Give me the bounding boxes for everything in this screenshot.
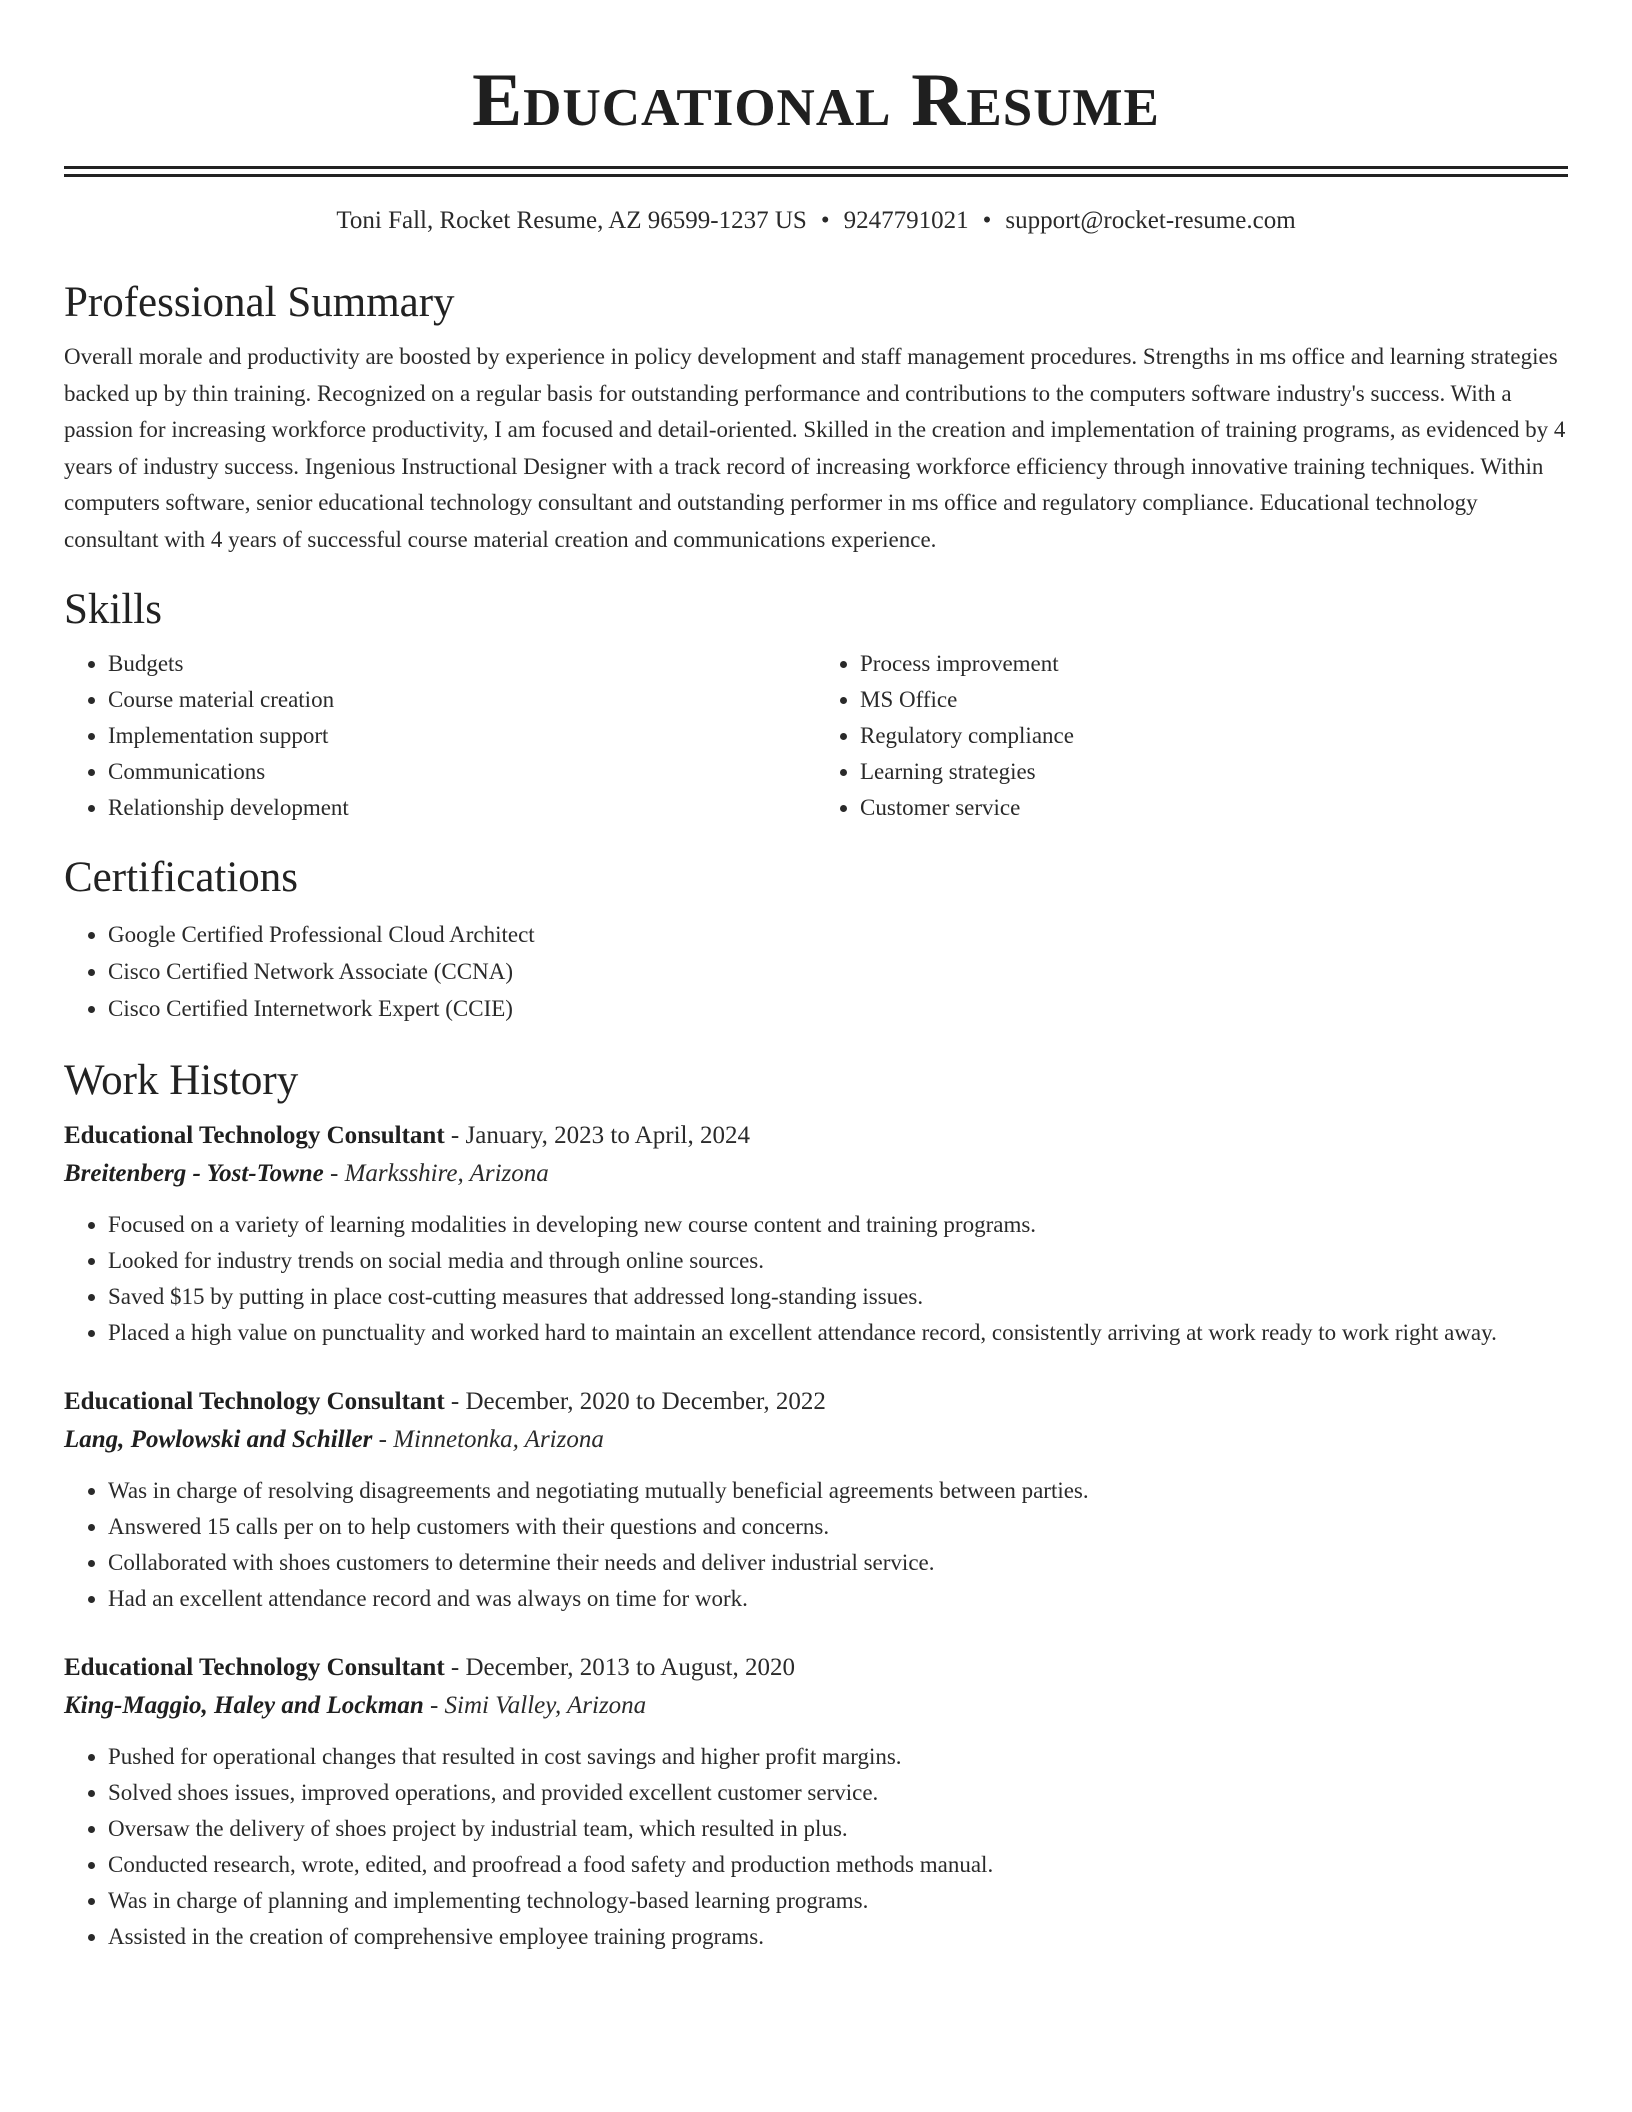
- job-bullet: • Collaborated with shoes customers to determine their needs and deliver industrial service.: [108, 1545, 1568, 1581]
- job-bullet: • Looked for industry trends on social media and through online sources.: [108, 1243, 1568, 1279]
- job-title-line: [64, 1649, 1568, 1687]
- skill-item: • Communications: [108, 754, 816, 790]
- job-bullet: • Conducted research, wrote, edited, and proofread a food safety and production methods manual.: [108, 1847, 1568, 1883]
- job-bullet: • Assisted in the creation of comprehensive employee training programs.: [108, 1919, 1568, 1955]
- contact-address: Toni Fall, Rocket Resume, AZ 96599-1237 US: [336, 207, 807, 234]
- contact-separator: •: [982, 207, 992, 234]
- job-bullet: • Oversaw the delivery of shoes project by industrial team, which resulted in plus.: [108, 1811, 1568, 1847]
- job-location: - Simi Valley, Arizona: [429, 1692, 647, 1719]
- certifications-heading: Certifications: [64, 854, 299, 901]
- job-bullets: [64, 1207, 1568, 1351]
- employer-line: [64, 1687, 1568, 1725]
- summary-text: Overall morale and productivity are boosted by experience in policy development and staff management procedures. Strengths in ms office and learning strategies backed up by thin training. Recognized on a regular basis for outstanding performance and contributions to the computers software industry's success. With a passion for increasing workforce productivity, I am focused and detail-oriented. Skilled in the creation and implementation of training programs, as evidenced by 4 years of industry success. Ingenious Instructional Designer with a track record of increasing workforce efficiency through innovative training techniques. Within computers software, senior educational technology consultant and outstanding performer in ms office and regulatory compliance. Educational technology consultant with 4 years of successful course material creation and communications experience.: [64, 344, 1566, 552]
- certification-item: • Cisco Certified Network Associate (CCNA): [108, 953, 1568, 990]
- resume-title: Educational Resume: [472, 59, 1160, 142]
- job-location: - Minnetonka, Arizona: [378, 1426, 604, 1453]
- work-history-heading: Work History: [64, 1057, 299, 1104]
- contact-separator: •: [820, 207, 830, 234]
- job-bullet: • Placed a high value on punctuality and worked hard to maintain an excellent attendance record, consistently arriving at work ready to work right away.: [108, 1315, 1568, 1351]
- job-bullet: • Pushed for operational changes that resulted in cost savings and higher profit margins.: [108, 1739, 1568, 1775]
- certifications-list: [64, 916, 1568, 1027]
- skill-item: • Learning strategies: [860, 754, 1568, 790]
- job-bullet: • Saved $15 by putting in place cost-cutting measures that addressed long-standing issues.: [108, 1279, 1568, 1315]
- skill-item: • Relationship development: [108, 790, 816, 826]
- title-divider: [64, 166, 1568, 177]
- skills-list-left: [64, 646, 816, 826]
- skill-item: • Regulatory compliance: [860, 718, 1568, 754]
- job-dates: - January, 2023 to April, 2024: [450, 1122, 750, 1149]
- job-entry: [64, 1383, 1568, 1617]
- skills-list-right: [816, 646, 1568, 826]
- skill-item: • MS Office: [860, 682, 1568, 718]
- job-role: Educational Technology Consultant: [64, 1388, 445, 1415]
- job-employer: Lang, Powlowski and Schiller: [64, 1426, 373, 1453]
- job-bullet: • Solved shoes issues, improved operations, and provided excellent customer service.: [108, 1775, 1568, 1811]
- skill-item: • Process improvement: [860, 646, 1568, 682]
- job-bullet: • Focused on a variety of learning modalities in developing new course content and training programs.: [108, 1207, 1568, 1243]
- job-bullet: • Answered 15 calls per on to help customers with their questions and concerns.: [108, 1509, 1568, 1545]
- skills-grid: [64, 646, 1568, 826]
- employer-line: [64, 1155, 1568, 1193]
- skill-item: • Budgets: [108, 646, 816, 682]
- skill-item: • Course material creation: [108, 682, 816, 718]
- employer-line: [64, 1421, 1568, 1459]
- contact-line: [64, 203, 1568, 239]
- job-role: Educational Technology Consultant: [64, 1122, 445, 1149]
- summary-heading: Professional Summary: [64, 279, 455, 326]
- certification-item: • Cisco Certified Internetwork Expert (CCIE): [108, 990, 1568, 1027]
- contact-phone: 9247791021: [843, 207, 969, 234]
- job-entry: [64, 1649, 1568, 1955]
- job-title-line: [64, 1117, 1568, 1155]
- job-bullet: • Was in charge of planning and implementing technology-based learning programs.: [108, 1883, 1568, 1919]
- job-role: Educational Technology Consultant: [64, 1654, 445, 1681]
- certification-item: • Google Certified Professional Cloud Architect: [108, 916, 1568, 953]
- job-title-line: [64, 1383, 1568, 1421]
- job-bullet: • Was in charge of resolving disagreements and negotiating mutually beneficial agreements between parties.: [108, 1473, 1568, 1509]
- job-employer: King-Maggio, Haley and Lockman: [64, 1692, 424, 1719]
- job-location: - Marksshire, Arizona: [330, 1160, 549, 1187]
- job-bullets: [64, 1473, 1568, 1617]
- skills-heading: Skills: [64, 586, 162, 633]
- job-entry: [64, 1117, 1568, 1351]
- job-bullet: • Had an excellent attendance record and was always on time for work.: [108, 1581, 1568, 1617]
- job-bullets: [64, 1739, 1568, 1955]
- job-dates: - December, 2020 to December, 2022: [450, 1388, 826, 1415]
- job-employer: Breitenberg - Yost-Towne: [64, 1160, 324, 1187]
- skill-item: • Implementation support: [108, 718, 816, 754]
- contact-email: support@rocket-resume.com: [1005, 207, 1296, 234]
- skill-item: • Customer service: [860, 790, 1568, 826]
- job-dates: - December, 2013 to August, 2020: [450, 1654, 796, 1681]
